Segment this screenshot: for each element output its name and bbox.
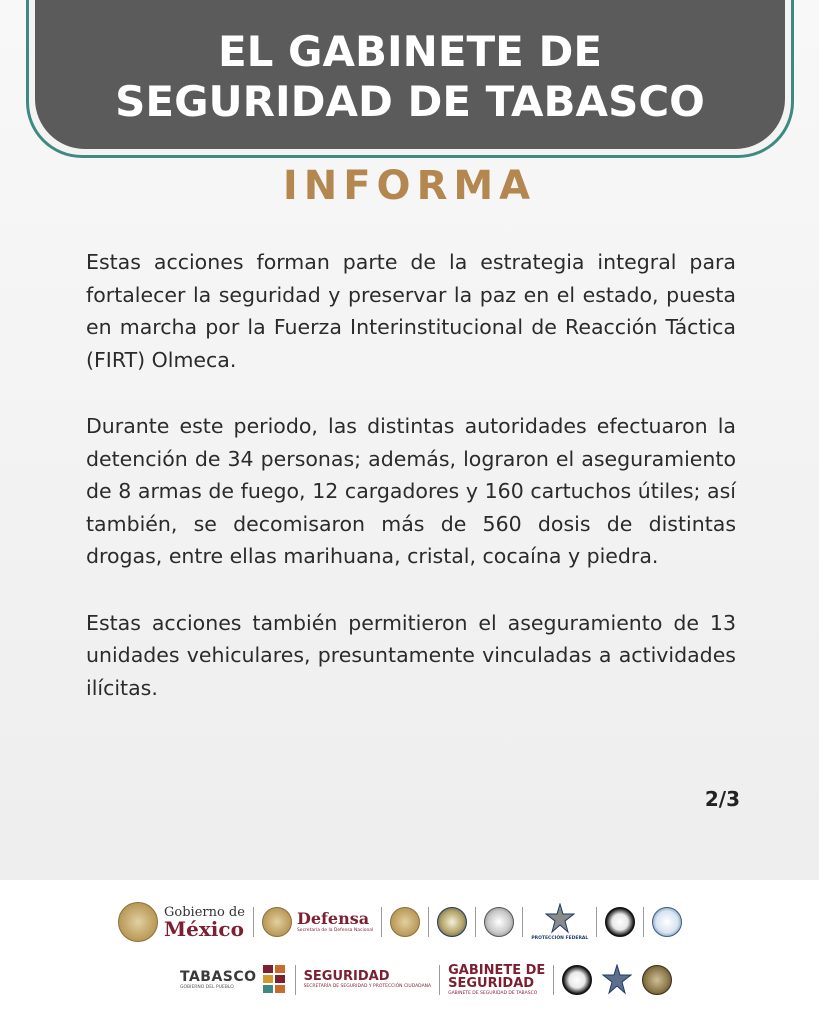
seguridad-line2: SECRETARÍA DE SEGURIDAD Y PROTECCIÓN CIUDADANA (303, 984, 432, 990)
header-frame (26, 0, 794, 158)
paragraph-3: Estas acciones también permitieron el aseguramiento de 13 unidades vehiculares, presuntamente vinculadas a actividades ilícitas. (86, 610, 736, 700)
divider (643, 907, 644, 937)
tabasco-logo (180, 970, 257, 991)
header-title-line1: EL GABINETE DE (217, 27, 603, 76)
seguridad-line1: SEGURIDAD (303, 969, 390, 985)
tabasco-line2: GOBIERNO DEL PUEBLO (180, 984, 234, 990)
divider (439, 965, 440, 995)
paragraph-1: Estas acciones forman parte de la estrategia integral para fortalecer la seguridad y preservar la paz en el estado, puesta en marcha por la Fuerza Interinstitucional de Reacción Táctica (FIRT) Olmeca. (86, 250, 736, 372)
footer-row-state (180, 958, 672, 1002)
divider (553, 965, 554, 995)
sspc-seal-icon (605, 907, 635, 937)
gobierno-de-mexico-logo (164, 906, 245, 939)
paragraph-2: Durante este periodo, las distintas autoridades efectuaron la detención de 34 personas; además, lograron el aseguramiento de 8 armas de fuego, 12 cargadores y 160 cartuchos útiles; así también, se decomisaron más de 560 dosis de distintas drogas, entre ellas marihuana, cristal, cocaína y piedra. (86, 414, 736, 568)
defensa-logo (296, 908, 374, 934)
gobierno-line1: Gobierno de (164, 904, 245, 920)
divider (295, 965, 296, 995)
divider (475, 907, 476, 937)
divider (522, 907, 523, 937)
gobierno-line2: México (164, 916, 244, 941)
firt-seal-icon (562, 965, 592, 995)
tabasco-line1: TABASCO (180, 968, 257, 985)
mexico-coat-of-arms-icon (118, 902, 158, 942)
gabinete-line2: SEGURIDAD (448, 975, 535, 991)
gabinete-line3: GABINETE DE SEGURIDAD DE TABASCO (448, 990, 538, 996)
police-star-icon (602, 964, 632, 996)
informa-subtitle: INFORMA (282, 163, 537, 209)
header-title-line2: SEGURIDAD DE TABASCO (115, 77, 705, 126)
seguridad-logo (304, 970, 432, 990)
header-banner (35, 0, 785, 149)
page-indicator: 2/3 (704, 787, 740, 811)
proteccion-federal-logo (531, 903, 588, 941)
guardia-nacional-seal-icon (437, 907, 467, 937)
divider (253, 907, 254, 937)
footer-logos (0, 880, 819, 1024)
gabinete-line1: GABINETE DE (448, 962, 546, 978)
footer-row-federal (118, 900, 682, 944)
divider (381, 907, 382, 937)
star-badge-icon (545, 903, 575, 935)
defensa-line2: Secretaría de la Defensa Nacional (296, 927, 374, 933)
divider (596, 907, 597, 937)
marina-seal-icon (390, 907, 420, 937)
divider (428, 907, 429, 937)
olmeca-seal-icon (642, 965, 672, 995)
defensa-seal-icon (262, 907, 292, 937)
fgr-seal-icon (484, 907, 514, 937)
tabasco-glyph-icon (261, 963, 287, 997)
cni-seal-icon (652, 907, 682, 937)
proteccion-federal-label: PROTECCIÓN FEDERAL (531, 935, 589, 941)
body-text (86, 246, 736, 738)
gabinete-seguridad-logo (448, 964, 545, 997)
defensa-line1: Defensa (296, 908, 370, 928)
